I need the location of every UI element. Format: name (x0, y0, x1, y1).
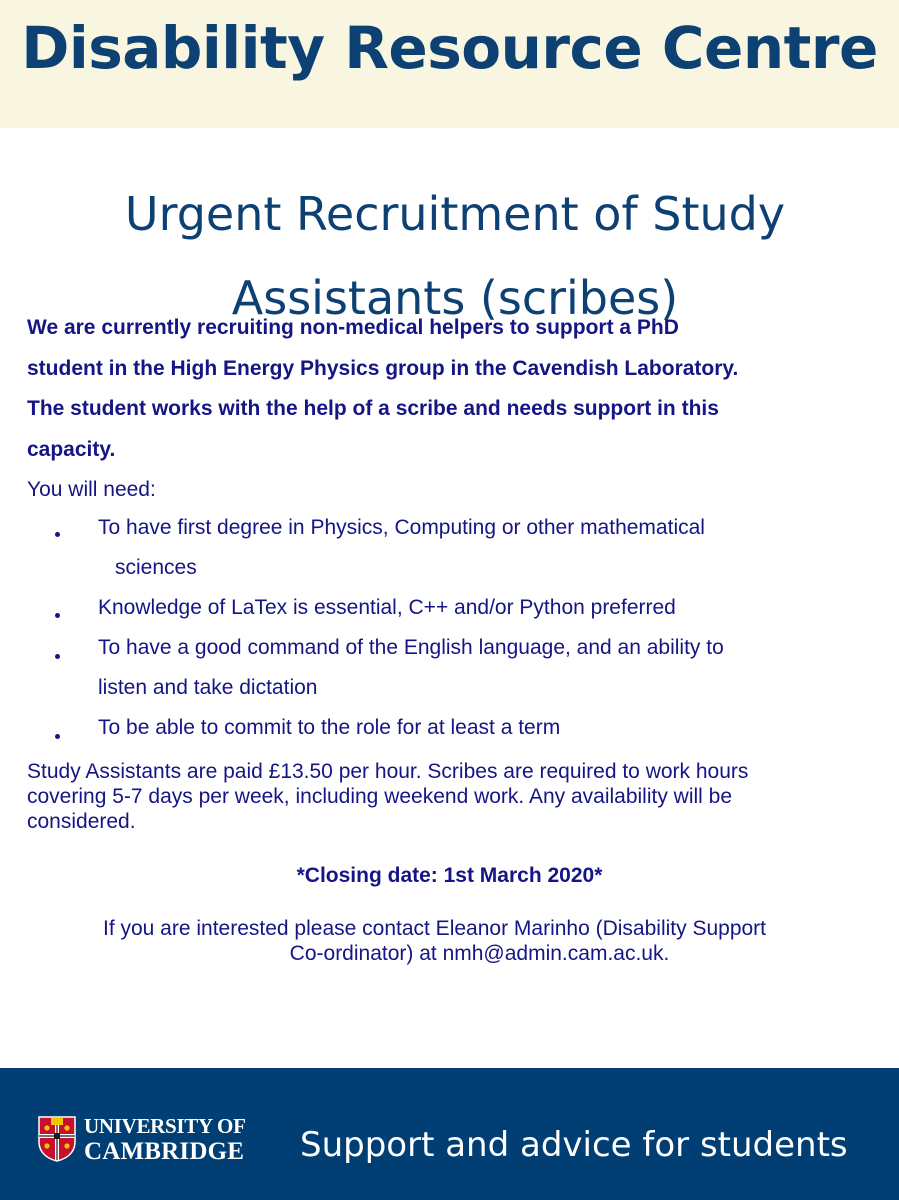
headline-line-2: Assistants (scribes) (231, 271, 679, 325)
intro-line-2: student in the High Energy Physics group in the Cavendish Laboratory. (27, 356, 739, 380)
bullet-icon (55, 532, 60, 537)
requirements-heading: You will need: (27, 478, 156, 501)
list-item-text: Knowledge of LaTex is essential, C++ and/or Python preferred (98, 596, 676, 619)
pay-line-2: covering 5-7 days per week, including weekend work. Any availability will be (27, 785, 733, 808)
intro-line-1: We are currently recruiting non-medical helpers to support a PhD (27, 316, 679, 339)
list-item-text: To be able to commit to the role for at least a term (98, 716, 561, 739)
footer-tagline: Support and advice for students (300, 1125, 848, 1165)
contact-paragraph (0, 916, 899, 966)
list-item-text-line-1: To have a good command of the English language, and an ability to (98, 636, 724, 659)
bullet-icon (55, 734, 60, 739)
bullet-icon (55, 654, 60, 659)
closing-date: *Closing date: 1st March 2020* (296, 864, 603, 887)
contact-line-2: Co-ordinator) at nmh@admin.cam.ac.uk. (289, 942, 670, 965)
list-item-text (98, 628, 858, 708)
cambridge-crest-icon (38, 1116, 76, 1162)
pay-paragraph (27, 759, 877, 834)
university-logo-line-1: UNIVERSITY OF (84, 1114, 246, 1138)
list-item-text-continued: sciences (115, 556, 197, 579)
list-item-text: To have first degree in Physics, Computing or other mathematical (98, 516, 705, 539)
headline-line-1: Urgent Recruitment of Study (124, 187, 786, 241)
intro-line-3: The student works with the help of a scribe and needs support in this (27, 397, 719, 420)
list-item-text-line-2: listen and take dictation (98, 676, 318, 699)
intro-paragraph (27, 308, 877, 470)
page-title: Disability Resource Centre (21, 14, 878, 82)
footer-band (0, 1068, 899, 1200)
pay-line-3: considered. (27, 810, 136, 833)
university-logo-line-2: CAMBRIDGE (84, 1138, 245, 1165)
pay-line-1: Study Assistants are paid £13.50 per hour. Scribes are required to work hours (27, 760, 749, 783)
contact-line-1: If you are interested please contact Eleanor Marinho (Disability Support (102, 917, 767, 940)
intro-line-4: capacity. (27, 437, 116, 461)
bullet-icon (55, 613, 60, 618)
